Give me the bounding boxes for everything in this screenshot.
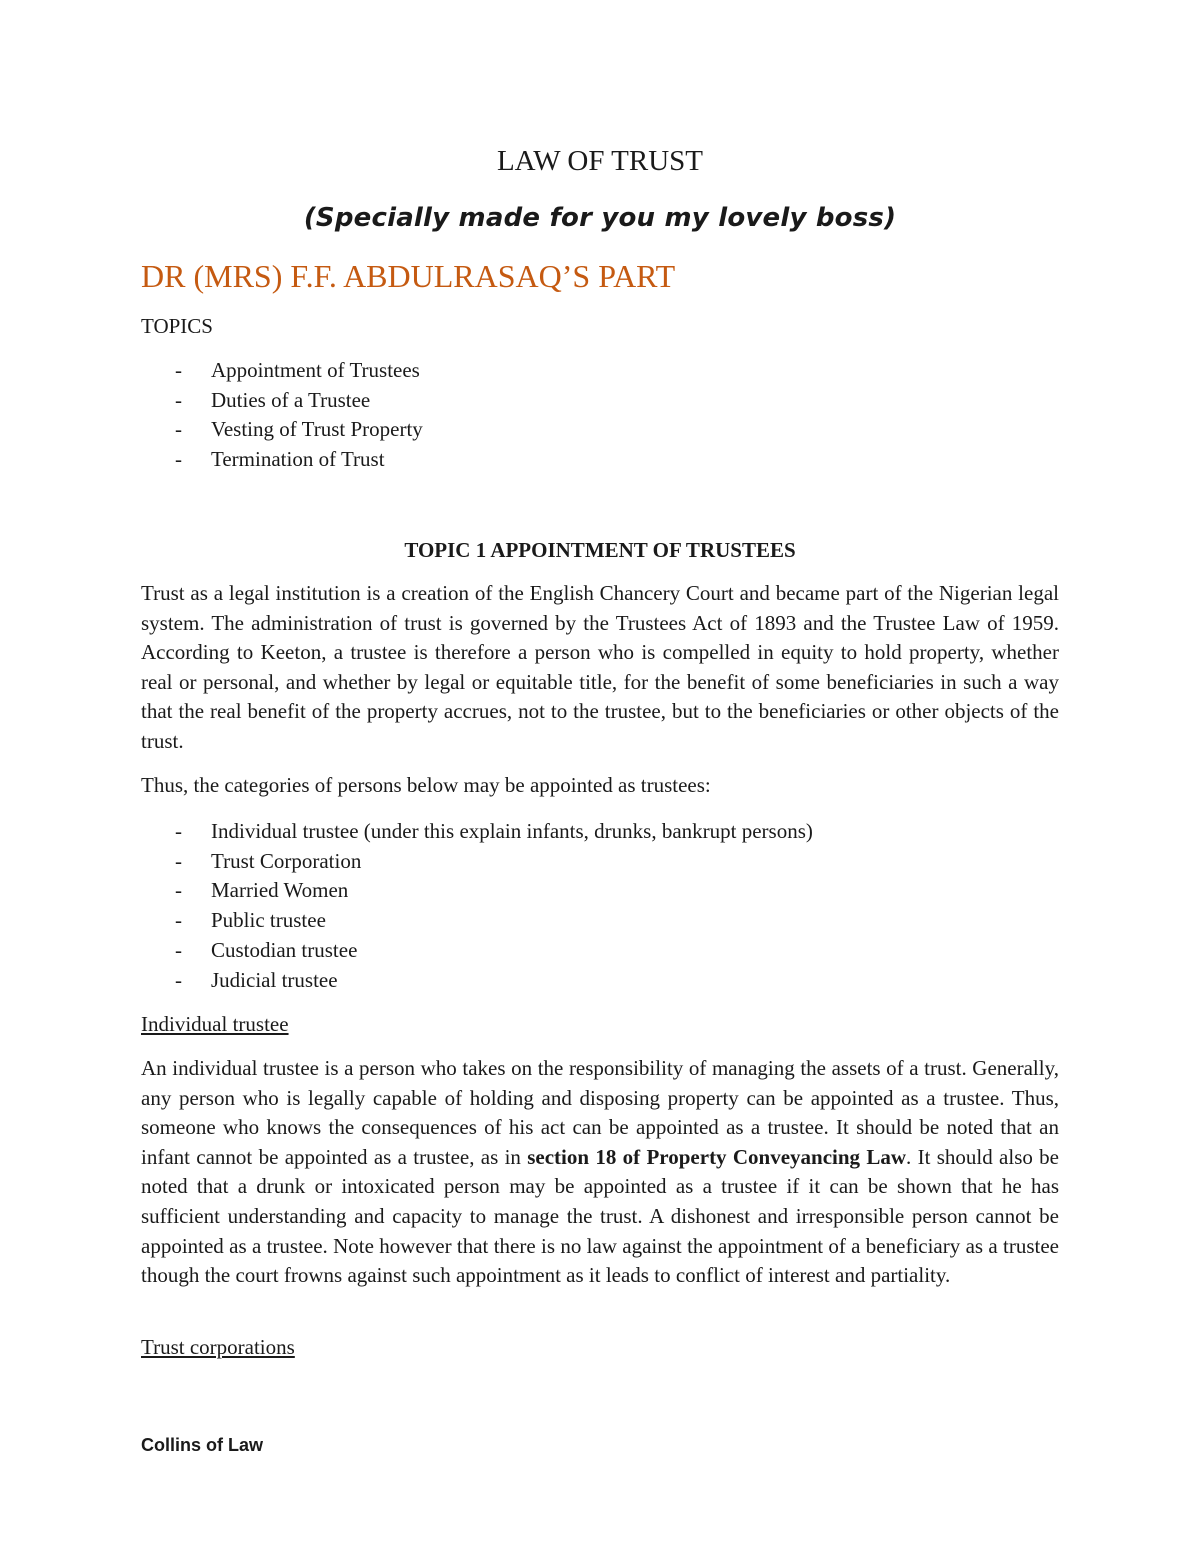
intro-paragraph: Trust as a legal institution is a creation of the English Chancery Court and became part of the Nigerian legal system. The administration of trust is governed by the Trustees Act of 1893 and the Trustee Law of 1959. According to Keeton, a trustee is therefore a person who is compelled in equity to hold property, whether real or personal, and whether by legal or equitable title, for the benefit of some beneficiaries in such a way that the real benefit of the property accrues, not to the trustee, but to the beneficiaries or other objects of the trust. (141, 581, 1059, 753)
dash-bullet: - (175, 908, 182, 933)
dash-bullet: - (175, 878, 182, 903)
statute-reference: section 18 of Property Conveyancing Law (527, 1144, 907, 1169)
dash-bullet: - (175, 417, 182, 442)
list-item: - Appointment of Trustees (141, 356, 423, 386)
document-subtitle: (Specially made for you my lovely boss) (303, 203, 897, 233)
list-item: - Duties of a Trustee (141, 386, 423, 416)
dash-bullet: - (175, 387, 182, 412)
individual-trustee-paragraph: An individual trustee is a person who takes on the responsibility of managing the assets of a trust. Generally, any person who is legally capable of holding and disposing property can be appointed as a trustee. Thus, someone who knows the consequences of his act can be appointed as a trustee. It should be noted that an infant cannot be appointed as a trustee, as in section 18 of Property Conveyancing Law. It should also be noted that a drunk or intoxicated person may be appointed as a trustee if it can be shown that he has sufficient understanding and capacity to manage the trust. A dishonest and irresponsible person cannot be appointed as a trustee. Note however that there is no law against the appointment of a beneficiary as a trustee though the court frowns against such appointment as it leads to conflict of interest and partiality. (141, 1056, 1059, 1288)
dash-bullet: - (175, 819, 182, 843)
part-heading: DR (MRS) F.F. ABDULRASAQ’S PART (141, 258, 676, 294)
list-item: - Vesting of Trust Property (141, 415, 423, 445)
dash-bullet: - (175, 967, 182, 992)
list-item: - Married Women (141, 876, 813, 906)
document-title: LAW OF TRUST (496, 145, 704, 177)
dash-bullet: - (175, 848, 182, 873)
topics-label: TOPICS (141, 314, 213, 338)
dash-bullet: - (175, 447, 182, 472)
document-page (141, 0, 1059, 1553)
categories-list (141, 817, 813, 995)
trust-corporations-heading: Trust corporations (141, 1335, 295, 1359)
dash-bullet: - (175, 937, 182, 962)
list-item: - Custodian trustee (141, 936, 813, 966)
individual-trustee-heading: Individual trustee (141, 1012, 289, 1036)
list-item: - Termination of Trust (141, 445, 423, 475)
list-item: - Individual trustee (under this explain infants, drunks, bankrupt persons) (141, 817, 813, 847)
list-item: - Public trustee (141, 906, 813, 936)
list-item: - Judicial trustee (141, 966, 813, 996)
topics-list (141, 356, 423, 475)
list-item: - Trust Corporation (141, 847, 813, 877)
page-footer: Collins of Law (141, 1435, 264, 1455)
section-title: TOPIC 1 APPOINTMENT OF TRUSTEES (404, 538, 796, 562)
categories-intro: Thus, the categories of persons below may be appointed as trustees: (141, 773, 711, 797)
dash-bullet: - (175, 358, 182, 382)
